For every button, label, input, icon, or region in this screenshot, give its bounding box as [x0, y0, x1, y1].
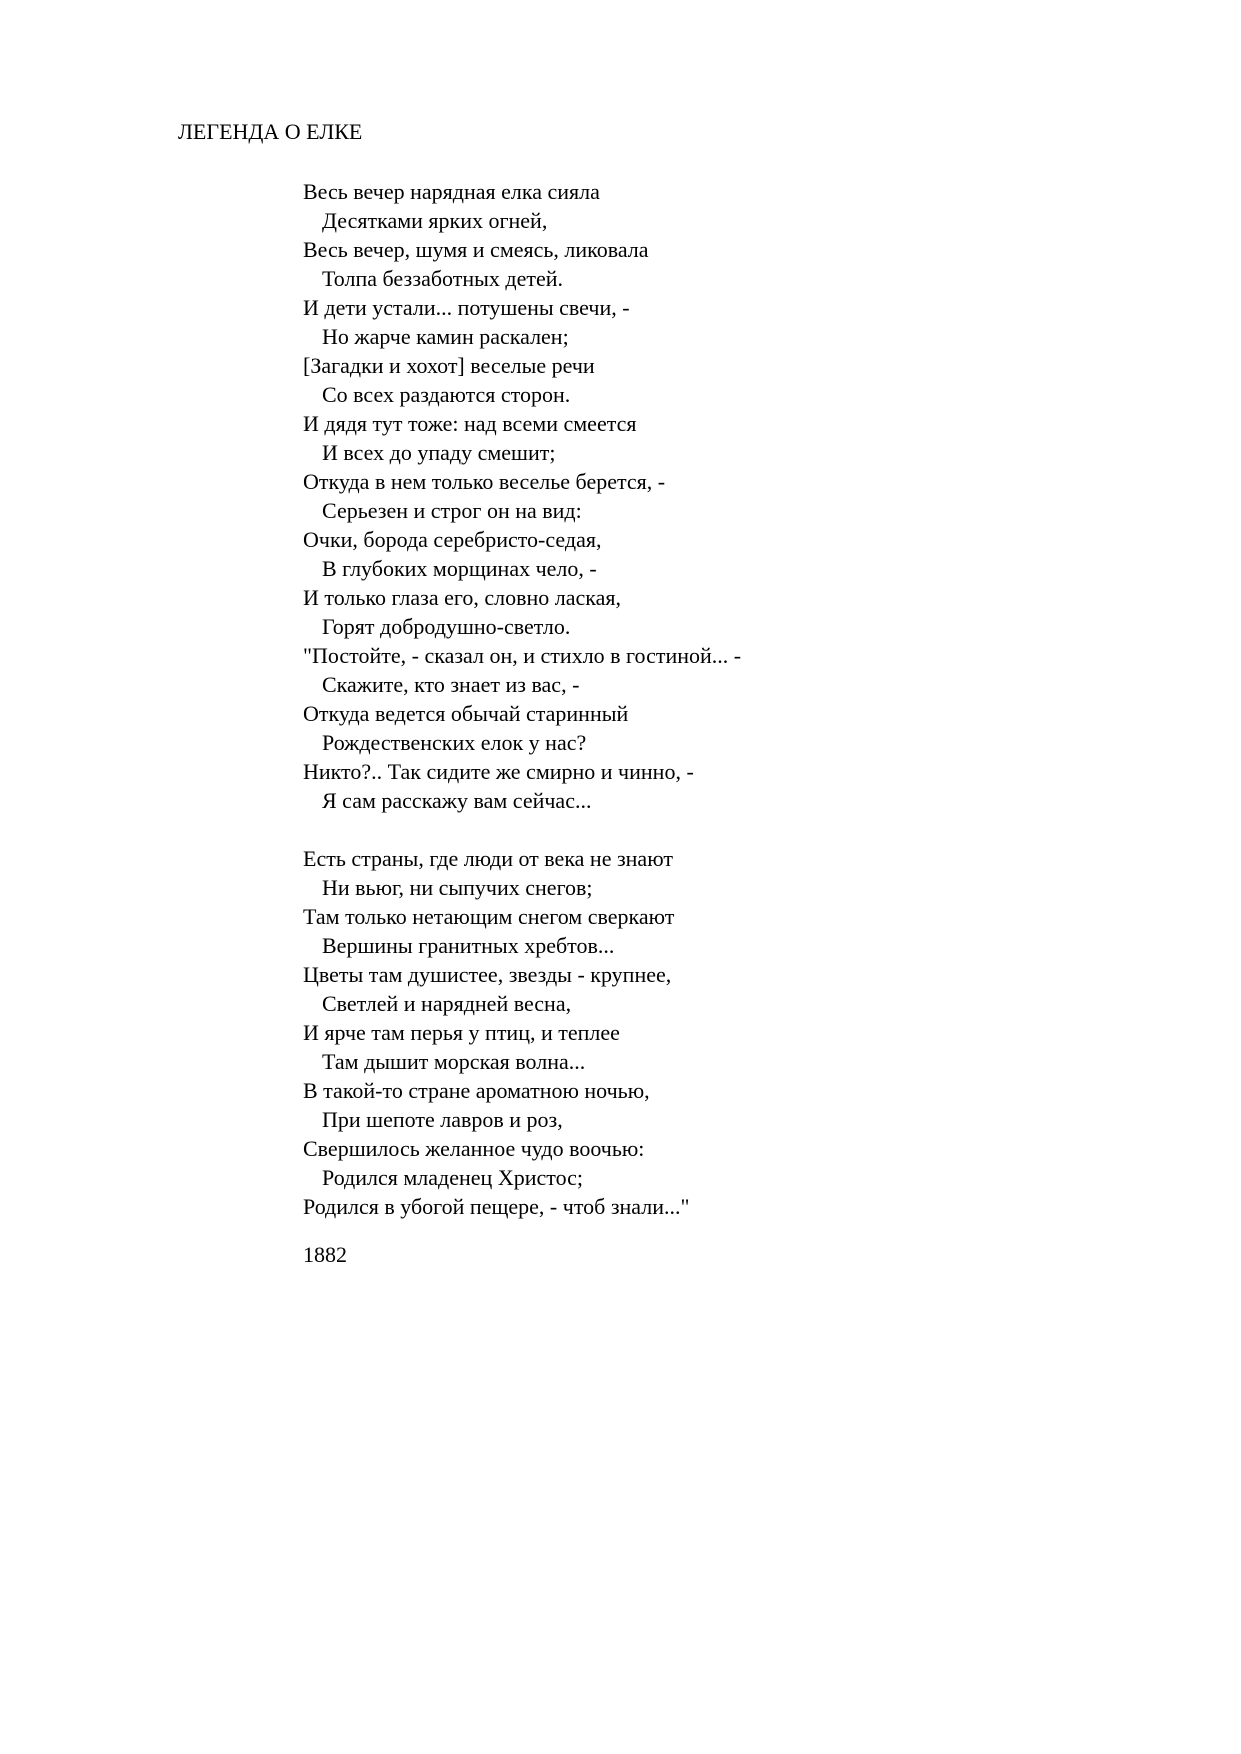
poem-line: Десятками ярких огней, — [322, 208, 548, 233]
poem-line: Родился младенец Христос; — [322, 1165, 583, 1190]
poem-line: Толпа беззаботных детей. — [322, 266, 564, 291]
poem-line: Светлей и нарядней весна, — [322, 991, 572, 1016]
poem-line: Со всех раздаются сторон. — [322, 382, 571, 407]
poem-line: Очки, борода серебристо-седая, — [303, 527, 602, 552]
poem-line: [Загадки и хохот] веселые речи — [303, 353, 595, 378]
poem-line: Серьезен и строг он на вид: — [322, 498, 582, 523]
poem-line: Весь вечер, шумя и смеясь, ликовала — [303, 237, 649, 262]
poem-line: Но жарче камин раскален; — [322, 324, 569, 349]
page-title: ЛЕГЕНДА О ЕЛКЕ — [178, 119, 363, 144]
poem-line: Ни вьюг, ни сыпучих снегов; — [322, 875, 593, 900]
poem-line: Весь вечер нарядная елка сияла — [303, 179, 600, 204]
poem-line: Родился в убогой пещере, - чтоб знали..." — [303, 1194, 690, 1219]
poem-line: И дети устали... потушены свечи, - — [303, 295, 630, 320]
poem-line: И всех до упаду смешит; — [322, 440, 556, 465]
poem-line: Горят добродушно-светло. — [322, 614, 571, 639]
poem-line: И только глаза его, словно лаская, — [303, 585, 622, 610]
poem-stanza — [303, 177, 1203, 815]
poem-line: В глубоких морщинах чело, - — [322, 556, 597, 581]
poem-line: Скажите, кто знает из вас, - — [322, 672, 580, 697]
poem-line: Есть страны, где люди от века не знают — [303, 846, 673, 871]
poem-line: В такой-то стране ароматною ночью, — [303, 1078, 650, 1103]
poem-line: Я сам расскажу вам сейчас... — [322, 788, 592, 813]
poem-line: И дядя тут тоже: над всеми смеется — [303, 411, 637, 436]
poem-line: Там дышит морская волна... — [322, 1049, 586, 1074]
poem-line: Цветы там душистее, звезды - крупнее, — [303, 962, 672, 987]
poem-line: Никто?.. Так сидите же смирно и чинно, - — [303, 759, 694, 784]
poem-stanza — [303, 844, 1203, 1221]
poem-line: Откуда ведется обычай старинный — [303, 701, 629, 726]
poem-line: Вершины гранитных хребтов... — [322, 933, 615, 958]
poem-line: Свершилось желанное чудо воочью: — [303, 1136, 645, 1161]
poem-line: Откуда в нем только веселье берется, - — [303, 469, 666, 494]
poem-body — [303, 177, 1203, 1221]
poem-line: При шепоте лавров и роз, — [322, 1107, 563, 1132]
poem-year: 1882 — [303, 1242, 347, 1267]
poem-line: Рождественских елок у нас? — [322, 730, 587, 755]
poem-line: "Постойте, - сказал он, и стихло в гостиной... - — [303, 643, 742, 668]
poem-line: И ярче там перья у птиц, и теплее — [303, 1020, 620, 1045]
poem-line: Там только нетающим снегом сверкают — [303, 904, 675, 929]
